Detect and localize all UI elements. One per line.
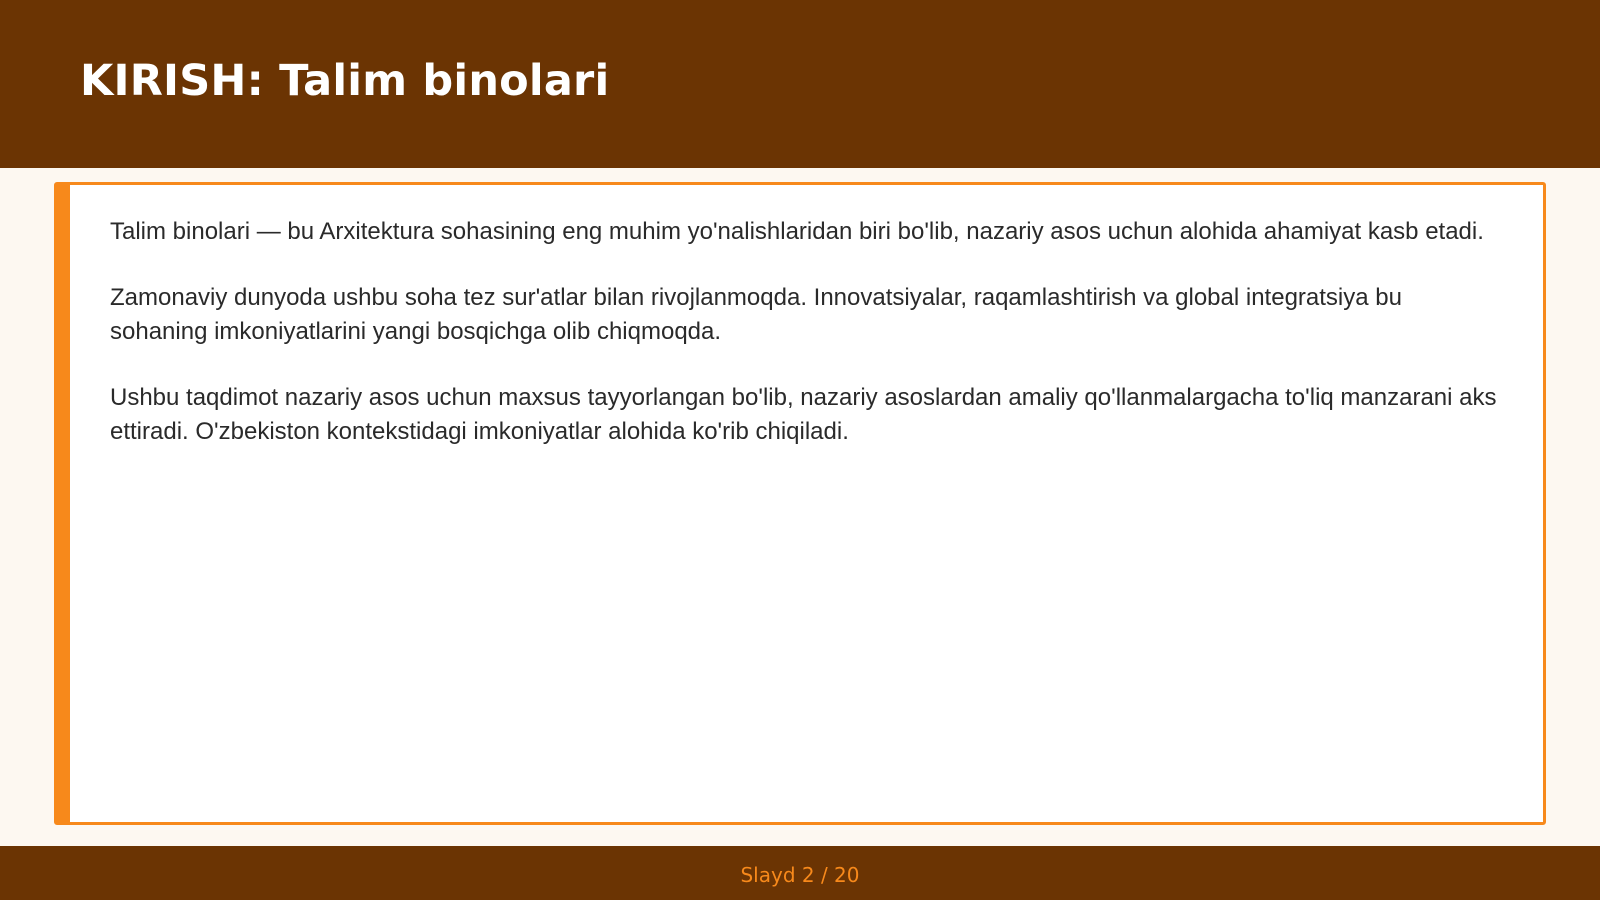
slide-footer bbox=[0, 846, 1600, 900]
slide-body bbox=[110, 215, 1500, 481]
content-card bbox=[54, 182, 1546, 825]
body-paragraph-3: Ushbu taqdimot nazariy asos uchun maxsus tayyorlangan bo'lib, nazariy asoslardan amaliy qo'llanmalargacha to'liq manzarani aks ettiradi. O'zbekiston kontekstidagi imkoniyatlar alohida ko'rib chiqiladi. bbox=[110, 384, 1497, 445]
body-paragraph-2: Zamonaviy dunyoda ushbu soha tez sur'atlar bilan rivojlanmoqda. Innovatsiyalar, raqamlashtirish va global integratsiya bu sohaning imkoniyatlarini yangi bosqichga olib chiqmoqda. bbox=[110, 284, 1402, 345]
slide-counter: Slayd 2 / 20 bbox=[740, 863, 860, 887]
slide-title: KIRISH: Talim binolari bbox=[80, 56, 610, 106]
body-paragraph-1: Talim binolari — bu Arxitektura sohasining eng muhim yo'nalishlaridan biri bo'lib, nazariy asos uchun alohida ahamiyat kasb etadi. bbox=[110, 218, 1484, 245]
slide-header bbox=[0, 0, 1600, 168]
